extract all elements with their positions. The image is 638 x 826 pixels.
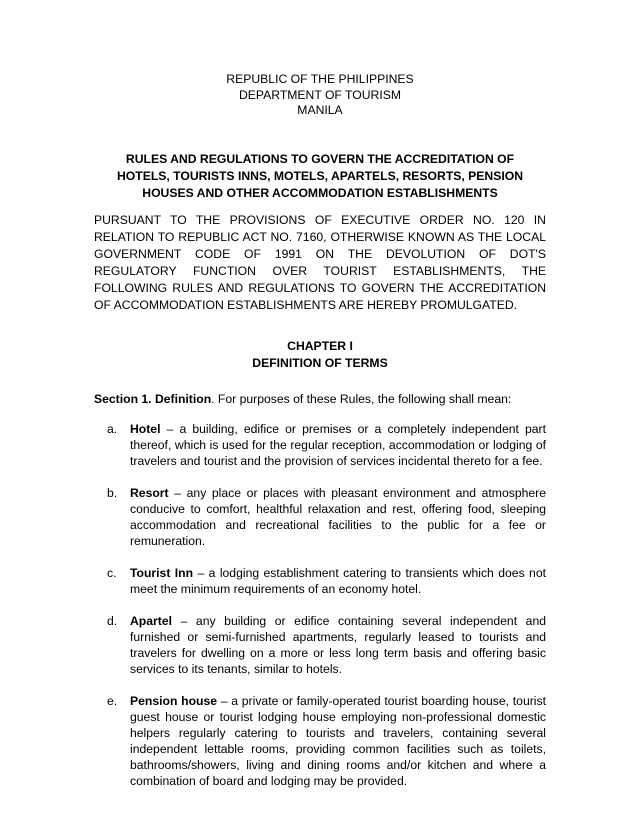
definition-text: – a private or family-operated tourist boarding house, tourist guest house or tourist lodging house employing non-professional domestic helpers regularly catering to tourists and travelers, containing several independent lettable rooms, providing common facilities such as toilets, bathrooms/showers, living and dining rooms and/or kitchen and where a combination of board and lodging may be provided. (130, 693, 546, 788)
list-letter: b. (107, 485, 118, 500)
section-label: Section 1. Definition (94, 391, 212, 406)
definition-text: – a lodging establishment catering to transients which does not meet the minimum requirements of an economy hotel. (130, 565, 547, 596)
definition-term: Hotel (130, 421, 161, 436)
preamble-paragraph: PURSUANT TO THE PROVISIONS OF EXECUTIVE ORDER NO. 120 IN RELATION TO REPUBLIC ACT NO. 7160, OTHERWISE KNOWN AS THE LOCAL GOVERNMENT CODE OF 1991 ON THE DEVOLUTION OF DOT'S REGULATORY FUNCTION OVER TOURIST ESTABLISHMENTS, THE FOLLOWING RULES AND REGULATIONS TO GOVERN THE ACCREDITATION OF ACCOMMODATION ESTABLISHMENTS ARE HEREBY PROMULGATED. (94, 212, 546, 312)
definition-text: – any place or places with pleasant environment and atmosphere conducive to comfort, healthful relaxation and rest, offering food, sleeping accommodation and recreational facilities to the public for a fee or remuneration. (130, 485, 546, 548)
letterhead-republic: REPUBLIC OF THE PHILIPPINES (226, 72, 414, 86)
definition-term: Apartel (130, 613, 172, 628)
definition-item-tourist-inn (94, 565, 546, 597)
list-letter: a. (107, 421, 118, 436)
definition-item-hotel (94, 421, 546, 469)
definition-text: – any building or edifice containing several independent and furnished or semi-furnished apartments, regularly leased to tourists and travelers for dwelling on a more or less long term basis and offering basic services to its tenants, similar to hotels. (130, 613, 546, 676)
list-letter: e. (107, 693, 118, 708)
chapter-heading (94, 338, 546, 372)
section-intro-text: . For purposes of these Rules, the following shall mean: (211, 391, 512, 406)
section-intro (94, 391, 546, 408)
document-title: RULES AND REGULATIONS TO GOVERN THE ACCREDITATION OF HOTELS, TOURISTS INNS, MOTELS, APARTELS, RESORTS, PENSION HOUSES AND OTHER ACCOMMODATION ESTABLISHMENTS (116, 151, 524, 200)
chapter-title: DEFINITION OF TERMS (252, 355, 388, 370)
list-letter: c. (107, 565, 117, 580)
definition-text: – a building, edifice or premises or a completely independent part thereof, which is used for the regular reception, accommodation or lodging of travelers and tourist and the provision of services incidental thereto for a fee. (130, 421, 546, 468)
letterhead (94, 72, 546, 119)
definition-term: Pension house (130, 693, 218, 708)
definition-item-apartel (94, 613, 546, 677)
list-letter: d. (107, 613, 118, 628)
definition-item-resort (94, 485, 546, 549)
chapter-number: CHAPTER I (287, 338, 353, 353)
document-page (94, 72, 546, 789)
definition-term: Tourist Inn (130, 565, 194, 580)
definition-term: Resort (130, 485, 169, 500)
definitions-list (94, 421, 546, 789)
definition-item-pension-house (94, 693, 546, 789)
letterhead-city: MANILA (297, 103, 343, 117)
letterhead-department: DEPARTMENT OF TOURISM (238, 87, 402, 102)
